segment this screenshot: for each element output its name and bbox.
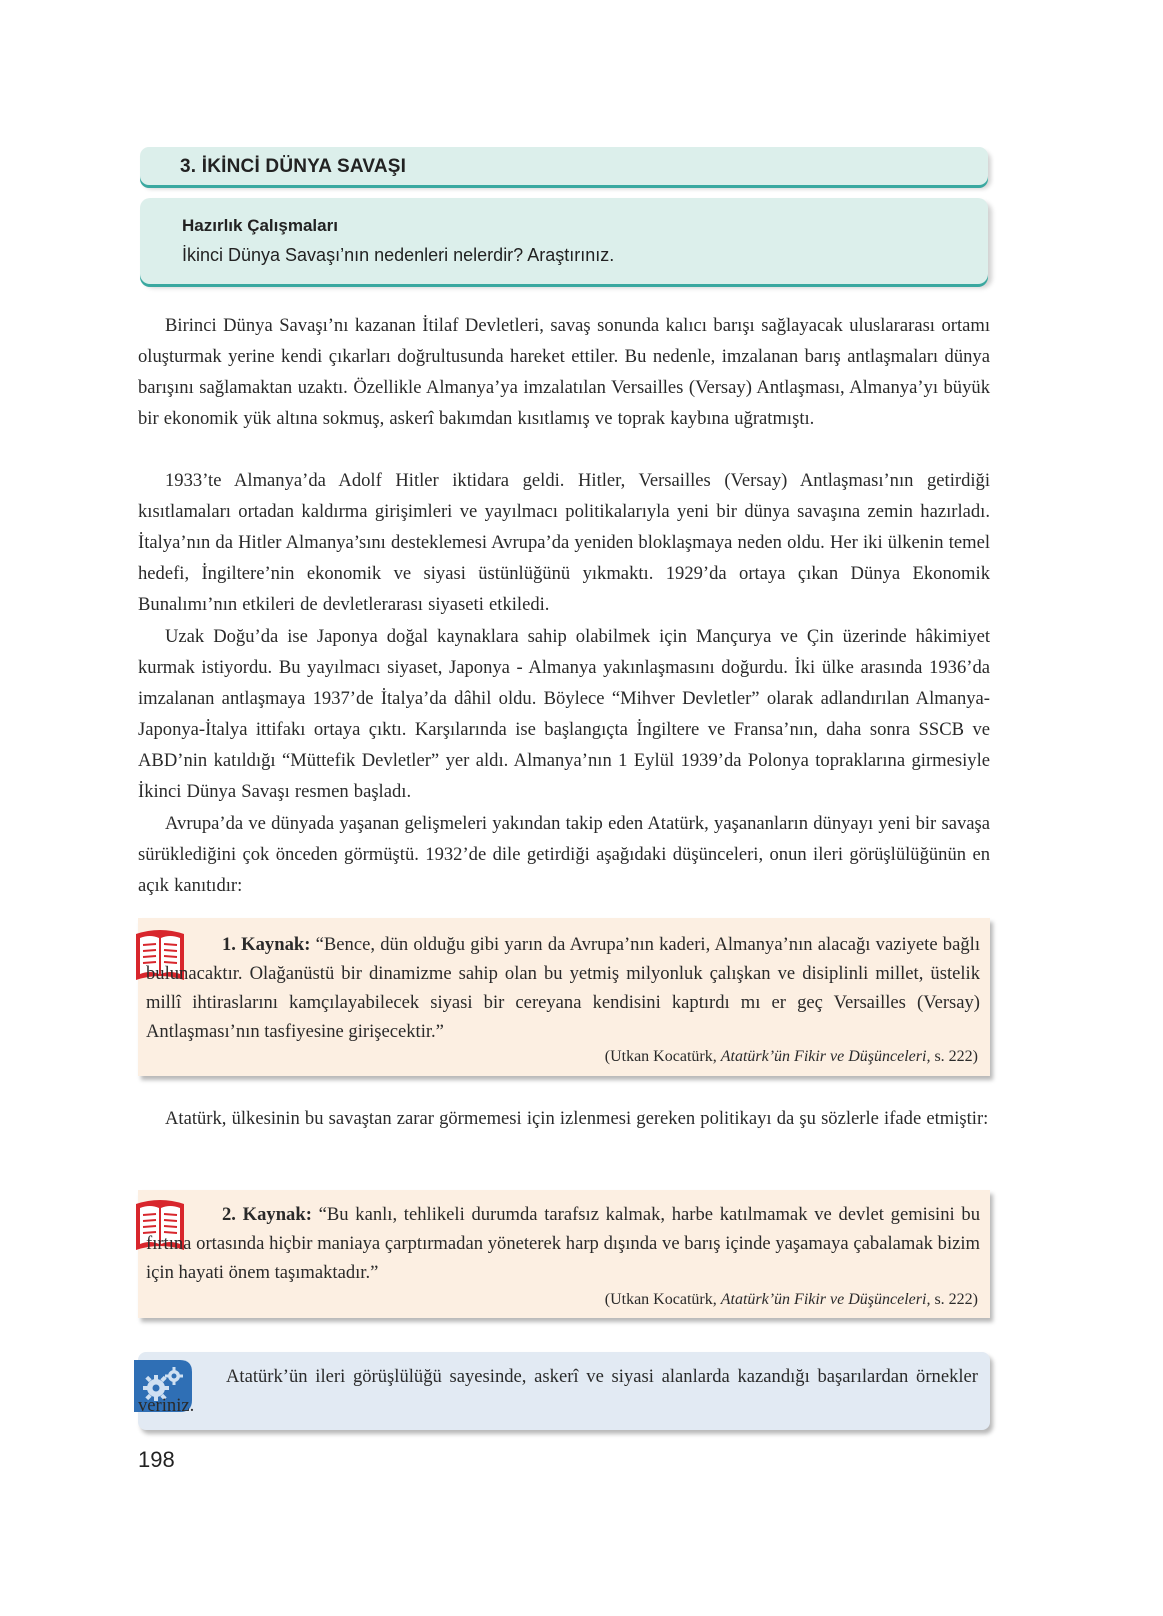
- source-text-2: [146, 1200, 980, 1287]
- preparation-box: [140, 198, 988, 284]
- citation-author-1: (Utkan Kocatürk,: [604, 1048, 717, 1065]
- activity-prompt: Atatürk’ün ileri görüşlülüğü sayesinde, askerî ve siyasi alanlarda kazandığı başarılardan örnekler veriniz.: [138, 1366, 978, 1416]
- preparation-title: Hazırlık Çalışmaları: [182, 216, 338, 235]
- paragraph-1: Birinci Dünya Savaşı’nı kazanan İtilaf Devletleri, savaş sonunda kalıcı barışı sağlayacak uluslararası ortamı oluşturmak yerine kendi çıkarları doğrultusunda hareket ettiler. Bu nedenle, imzalanan barış antlaşmaları dünya barışını sağlamaktan uzaktı. Özellikle Almanya’ya imzalatılan Versailles (Versay) Antlaşması, Almanya’yı büyük bir ekonomik yük altına sokmuş, askerî bakımdan kısıtlamış ve toprak kaybına uğratmıştı.: [138, 315, 990, 429]
- section-title: 3. İKİNCİ DÜNYA SAVAŞI: [180, 156, 407, 177]
- citation-author-2: (Utkan Kocatürk,: [604, 1291, 717, 1308]
- section-header: [140, 147, 988, 185]
- source-label-1: 1. Kaynak:: [222, 934, 311, 955]
- source-label-2: 2. Kaynak:: [222, 1204, 312, 1225]
- source-citation-1: [605, 1048, 978, 1066]
- source-text-1: [146, 930, 980, 1046]
- source-box-1: [138, 918, 990, 1076]
- activity-box: [138, 1352, 990, 1430]
- paragraph-2: 1933’te Almanya’da Adolf Hitler iktidara geldi. Hitler, Versailles (Versay) Antlaşması’nın getirdiği kısıtlamaları ortadan kaldırma girişimleri ve yayılmacı politikalarıyla yeni bir dünya savaşına zemin hazırladı. İtalya’nın da Hitler Almanya’sını desteklemesi Avrupa’da yeniden bloklaşmaya neden oldu. Her iki ülkenin temel hedefi, İngiltere’nin ekonomik ve siyasi üstünlüğünü yıkmaktı. 1929’da ortaya çıkan Dünya Ekonomik Bunalımı’nın etkileri de devletlerarası siyaseti etkiledi.: [138, 470, 990, 615]
- preparation-question: İkinci Dünya Savaşı’nın nedenleri nelerdir? Araştırınız.: [182, 245, 615, 265]
- citation-title-2: Atatürk’ün Fikir ve Düşünceleri,: [720, 1291, 931, 1308]
- source-citation-2: [605, 1291, 978, 1309]
- citation-title-1: Atatürk’ün Fikir ve Düşünceleri,: [720, 1048, 931, 1065]
- citation-page-1: s. 222): [934, 1048, 978, 1065]
- citation-page-2: s. 222): [934, 1291, 978, 1308]
- paragraph-5: Atatürk, ülkesinin bu savaştan zarar görmemesi için izlenmesi gereken politikayı da şu sözlerle ifade etmiştir:: [165, 1108, 989, 1129]
- source-quote-1: “Bence, dün olduğu gibi yarın da Avrupa’nın kaderi, Almanya’nın alacağı vaziyete bağlı bulunacaktır. Olağanüstü bir dinamizme sahip olan bu yetmiş milyonluk çalışkan ve disiplinli millet, üstelik millî ihtiraslarını kamçılayabilecek siyasi bir cereyana kendisini kaptırdı mı er geç Versailles (Versay) Antlaşması’nın tasfiyesine girişecektir.”: [146, 934, 980, 1042]
- activity-text: [138, 1362, 978, 1420]
- source-quote-2: “Bu kanlı, tehlikeli durumda tarafsız kalmak, harbe katılmamak ve devlet gemisini bu fırtına ortasında hiçbir maniaya çarptırmadan yöneterek harp dışında ve barış içinde yaşamaya çabalamak bizim için hayati önem taşımaktadır.”: [146, 1204, 980, 1283]
- page-number: 198: [138, 1447, 175, 1472]
- paragraph-3: Uzak Doğu’da ise Japonya doğal kaynaklara sahip olabilmek için Mançurya ve Çin üzerinde hâkimiyet kurmak istiyordu. Bu yayılmacı siyaset, Japonya - Almanya yakınlaşmasını doğurdu. İki ülke arasında 1936’da imzalanan antlaşmaya 1937’de İtalya’da dâhil oldu. Böylece “Mihver Devletler” olarak adlandırılan Almanya-Japonya-İtalya ittifakı ortaya çıktı. Karşılarında ise başlangıçta İngiltere ve Fransa’nın, daha sonra SSCB ve ABD’nin katıldığı “Müttefik Devletler” yer aldı. Almanya’nın 1 Eylül 1939’da Polonya topraklarına girmesiyle İkinci Dünya Savaşı resmen başladı.: [138, 626, 990, 802]
- source-box-2: [138, 1190, 990, 1318]
- paragraph-4: Avrupa’da ve dünyada yaşanan gelişmeleri yakından takip eden Atatürk, yaşananların dünyayı yeni bir savaşa sürüklediğini çok önceden görmüştü. 1932’de dile getirdiği aşağıdaki düşünceleri, onun ileri görüşlülüğünün en açık kanıtıdır:: [138, 813, 990, 896]
